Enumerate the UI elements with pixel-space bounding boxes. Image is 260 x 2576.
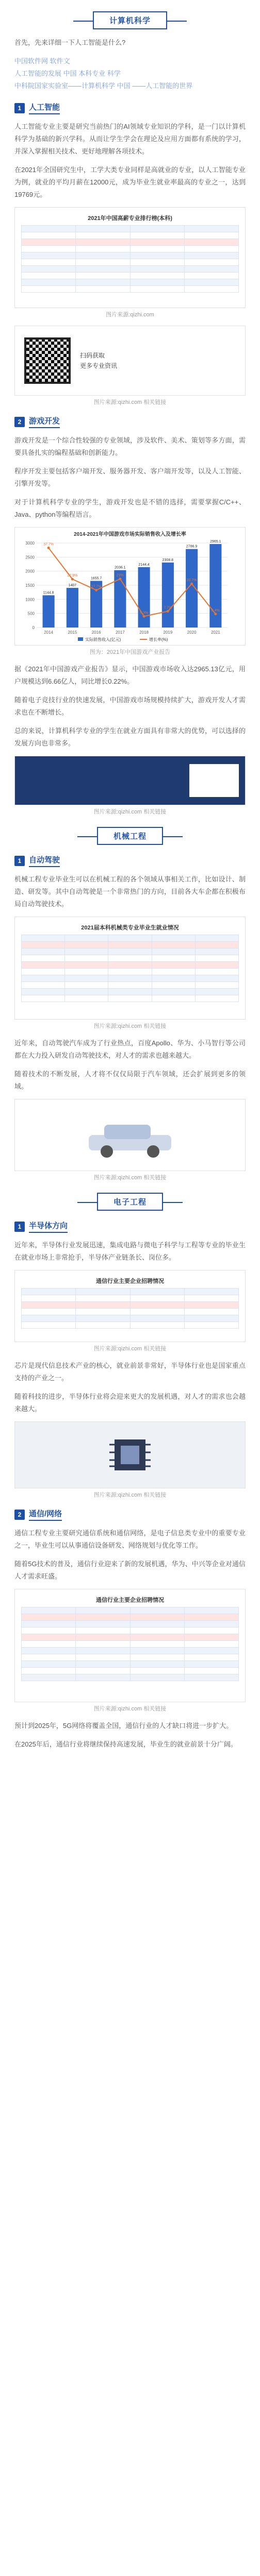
qr-line: 扫码获取	[80, 352, 105, 359]
growth-label: 6.4%	[211, 608, 220, 613]
y-tick-label: 0	[32, 625, 35, 630]
ee-table-figure	[14, 1270, 246, 1342]
category-title: 计算机科学	[93, 11, 167, 29]
sub-title: 半导体方向	[29, 1220, 68, 1233]
table-title: 通信行业主要企业招聘情况	[96, 1597, 164, 1603]
bar-value-label: 1655.7	[90, 577, 102, 581]
promo-banner[interactable]	[14, 756, 246, 805]
caption: 图片来源:qizhi.com 相关链接	[93, 1492, 167, 1498]
article	[0, 11, 260, 2576]
growth-point	[190, 583, 193, 585]
link-item[interactable]: 中科院国家实验室——计算机科学 中国 ——人工智能的世界	[14, 82, 193, 90]
bar	[43, 595, 55, 628]
y-tick-label: 2500	[25, 555, 35, 560]
category-banner-mech	[14, 827, 246, 845]
caption: 图片来源:qizhi.com	[106, 312, 154, 318]
y-tick-label: 2000	[25, 569, 35, 574]
paragraph: 据《2021年中国游戏产业报告》显示，中国游戏市场收入达2965.13亿元，用户规模达到6.66亿人，同比增长0.22%。	[14, 665, 246, 685]
paragraph: 总的来说，计算机科学专业的学生在就业方面具有非常大的优势，可以选择的发展方向也非常多。	[14, 727, 246, 747]
y-tick-label: 1500	[25, 583, 35, 588]
paragraph: 机械工程专业毕业生可以在机械工程的各个领域从事相关工作，比如设计、制造、研发等。其中自动驾驶是一个非常热门的方向，目前各大车企都在积极布局自动驾驶技术。	[14, 875, 246, 908]
qr-text	[80, 350, 117, 371]
chip-icon	[99, 1429, 161, 1481]
growth-label: 7.7%	[164, 606, 172, 610]
sub-number: 2	[14, 417, 25, 427]
caption: 图片来源:qizhi.com 相关链接	[93, 1706, 167, 1712]
sub-number: 1	[14, 856, 25, 866]
caption: 图为：2021年中国游戏产业报告	[89, 649, 171, 655]
growth-label: 17.7%	[91, 585, 102, 589]
caption: 图片来源:qizhi.com 相关链接	[93, 809, 167, 815]
x-tick-label: 2018	[139, 630, 149, 635]
bar	[67, 588, 78, 628]
x-tick-label: 2019	[163, 630, 173, 635]
salary-table	[21, 225, 239, 293]
intro-text: 首先，先来详细一下人工智能是什么?	[14, 39, 126, 46]
sub-title: 人工智能	[29, 101, 60, 114]
y-tick-label: 500	[27, 611, 35, 616]
paragraph: 在2025年后，通信行业将继续保持高速发展，毕业生的就业前景十分广阔。	[14, 1740, 237, 1748]
x-tick-label: 2020	[187, 630, 197, 635]
bar-value-label: 1407	[68, 584, 77, 588]
chart-title: 2014-2021年中国游戏市场实际销售收入及增长率	[74, 532, 186, 537]
sub-header	[14, 1220, 246, 1233]
sub-number: 1	[14, 103, 25, 113]
telecom-table-figure	[14, 1589, 246, 1702]
sub-header	[14, 415, 246, 428]
paragraph: 人工智能专业主要是研究当前热门的AI领域专业知识的学科，是一门以计算机科学为基础的新兴学科。从而让学生学会在理论及应用方面都有系统的学习，并深入掌握相关技术、更好地理解各项技术。	[14, 123, 246, 155]
car-icon	[78, 1109, 182, 1161]
paragraph: 在2021年全国研究生中，工学大类专业同样是高就业的专业，以人工智能专业为例，就业的平均月薪在12000元，成为毕业生就业率最高的专业之一，达到19769元。	[14, 166, 246, 198]
paragraph: 预计到2025年，5G网络将覆盖全国，通信行业的人才缺口将进一步扩大。	[14, 1722, 233, 1730]
paragraph: 游戏开发是一个综合性较强的专业领域，涉及软件、美术、策划等多方面，需要具备扎实的编程基础和创新能力。	[14, 436, 246, 456]
sub-header	[14, 854, 246, 867]
growth-label: 23%	[116, 573, 124, 578]
qr-figure	[14, 326, 246, 396]
legend-swatch	[78, 637, 83, 641]
growth-label: 22.9%	[67, 574, 78, 578]
ee-table	[21, 1288, 239, 1329]
sub-title: 自动驾驶	[29, 854, 60, 867]
growth-point	[47, 547, 50, 549]
qr-code-icon[interactable]	[24, 337, 71, 384]
x-tick-label: 2017	[115, 630, 125, 635]
sub-title: 通信/网络	[29, 1508, 62, 1521]
paragraph: 对于计算机科学专业的学生，游戏开发也是不错的选择，需要掌握C/C++、Java、python等编程语言。	[14, 498, 246, 518]
bar-value-label: 1144.8	[43, 591, 54, 595]
sub-title: 游戏开发	[29, 415, 60, 428]
table-title: 2021届本科机械类专业毕业生就业情况	[81, 925, 179, 931]
chart-svg	[15, 528, 245, 646]
telecom-table	[21, 1607, 239, 1681]
paragraph: 通信工程专业主要研究通信系统和通信网络，是电子信息类专业中的重要专业之一，毕业生可以从事通信设备研发、网络规划与优化等工作。	[14, 1529, 246, 1549]
growth-label: 5.3%	[140, 611, 149, 615]
legend-label: 增长率(%)	[149, 637, 168, 642]
bar-value-label: 2965.1	[210, 539, 221, 544]
paragraph: 程序开发主要包括客户端开发、服务器开发、客户端开发等，以及人工智能、引擎开发等。	[14, 467, 246, 487]
y-tick-label: 3000	[25, 541, 35, 546]
growth-point	[214, 613, 217, 615]
x-tick-label: 2016	[91, 630, 101, 635]
legend-label: 实际销售收入(亿元)	[85, 637, 121, 642]
paragraph: 近年来，自动驾驶汽车成为了行业热点，百度Apollo、华为、小马智行等公司都在大力投入研发自动驾驶技术，对人才的需求也越来越大。	[14, 1039, 246, 1059]
game-revenue-chart	[14, 527, 246, 646]
paragraph: 近年来，半导体行业发展迅速，集成电路与微电子科学与工程等专业的毕业生在就业市场上非常抢手，半导体产业链条长、岗位多。	[14, 1241, 246, 1261]
x-tick-label: 2015	[68, 630, 77, 635]
salary-table-figure	[14, 207, 246, 308]
growth-label: 20.7%	[186, 579, 197, 583]
paragraph: 芯片是现代信息技术产业的核心，就业前景非常好，半导体行业也是国家重点支持的产业之一。	[14, 1362, 246, 1382]
growth-label: 37.7%	[43, 543, 54, 547]
bar	[162, 563, 174, 628]
paragraph: 随着电子竞技行业的快速发展，中国游戏市场规模持续扩大，游戏开发人才需求也在不断增长。	[14, 696, 246, 716]
mech-table-figure	[14, 917, 246, 1020]
link-list	[14, 55, 246, 92]
caption: 图片来源:qizhi.com 相关链接	[93, 1023, 167, 1029]
sub-number: 2	[14, 1510, 25, 1520]
category-title: 机械工程	[97, 827, 163, 845]
qr-line: 更多专业资讯	[80, 362, 118, 369]
bar-value-label: 2308.8	[162, 558, 174, 562]
chip-image	[14, 1421, 246, 1488]
growth-point	[143, 615, 145, 618]
caption: 图片来源:qizhi.com 相关链接	[93, 399, 167, 405]
link-item[interactable]: 人工智能的发展 中国 本科专业 科学	[14, 70, 121, 77]
growth-point	[71, 578, 74, 581]
y-tick-label: 1000	[25, 597, 35, 602]
paragraph: 随着5G技术的普及，通信行业迎来了新的发展机遇，华为、中兴等企业对通信人才需求旺盛。	[14, 1560, 246, 1580]
bar-value-label: 2786.9	[186, 545, 198, 549]
table-title: 2021年中国高薪专业排行榜(本科)	[88, 215, 172, 222]
growth-point	[95, 589, 98, 591]
sub-header	[14, 101, 246, 114]
paragraph: 随着技术的不断发展，人才将不仅仅局限于汽车领域，还会扩展到更多的领域。	[14, 1070, 246, 1090]
caption: 图片来源:qizhi.com 相关链接	[93, 1346, 167, 1352]
mech-image	[14, 1099, 246, 1171]
paragraph: 随着科技的进步，半导体行业将会迎来更大的发展机遇，对人才的需求也会越来越大。	[14, 1393, 246, 1413]
x-tick-label: 2014	[44, 630, 54, 635]
mech-table	[21, 935, 239, 1002]
bar-value-label: 2144.4	[138, 563, 150, 567]
link-item[interactable]: 中国软件网 软件文	[14, 57, 70, 65]
table-title: 通信行业主要企业招聘情况	[96, 1278, 164, 1284]
bar	[138, 567, 150, 628]
promo-image	[189, 764, 239, 797]
category-title: 电子工程	[97, 1193, 163, 1211]
category-banner-cs	[14, 11, 246, 29]
growth-point	[167, 610, 169, 613]
bar-value-label: 2036.1	[115, 566, 126, 570]
caption: 图片来源:qizhi.com 相关链接	[93, 1175, 167, 1181]
sub-number: 1	[14, 1222, 25, 1232]
growth-point	[119, 578, 121, 580]
x-tick-label: 2021	[210, 630, 220, 635]
category-banner-ee	[14, 1193, 246, 1211]
sub-header	[14, 1508, 246, 1521]
